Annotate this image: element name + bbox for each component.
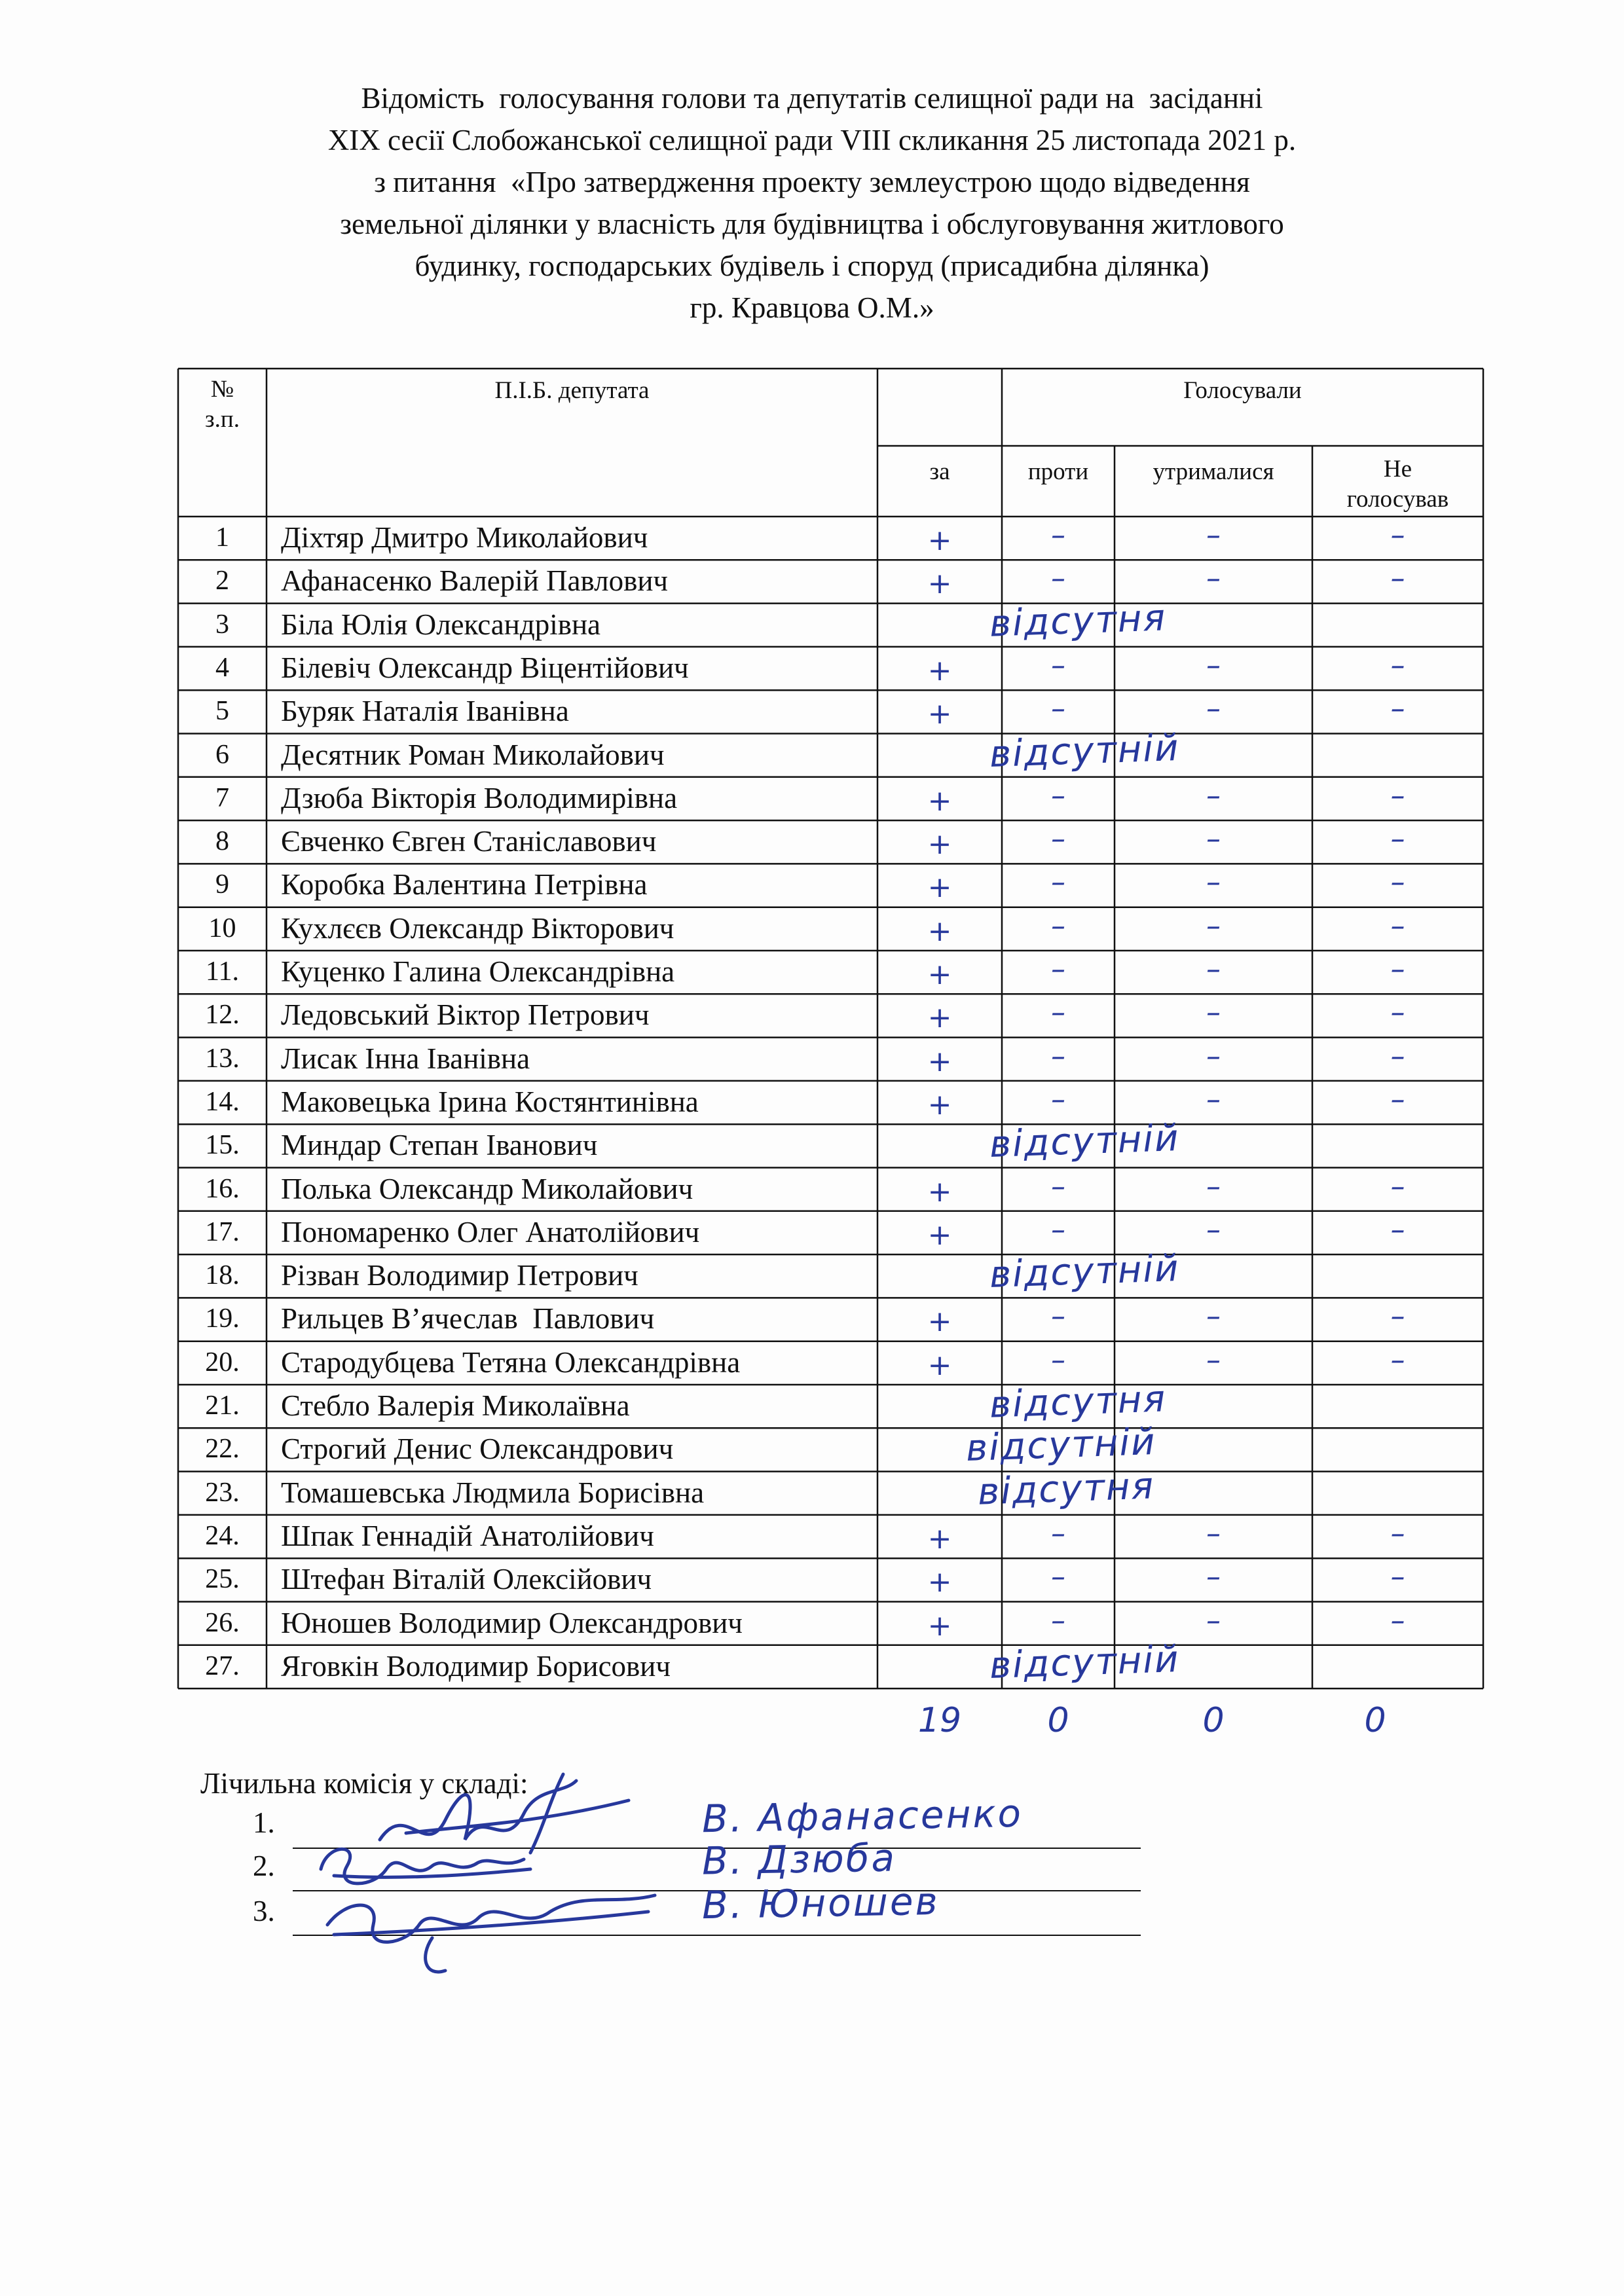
voting-table — [178, 369, 1483, 1688]
absent-note: відсутня — [988, 1377, 1168, 1427]
deputy-name: Томашевська Людмила Борисівна — [281, 1476, 705, 1509]
deputy-name: Десятник Роман Миколайович — [281, 738, 665, 771]
vote-mark-for: + — [927, 828, 952, 862]
deputy-name: Євченко Євген Станіславович — [281, 825, 657, 858]
deputy-name: Біла Юлія Олександрівна — [281, 608, 601, 641]
deputy-name: Пономаренко Олег Анатолійович — [281, 1215, 700, 1248]
absent-note: відсутня — [988, 596, 1168, 646]
vote-mark-not-voted: – — [1390, 996, 1405, 1030]
deputy-name: Штефан Віталій Олексійович — [281, 1563, 652, 1596]
deputy-name: Лисак Інна Іванівна — [281, 1042, 530, 1075]
deputy-name: Білевіч Олександр Віцентійович — [281, 651, 689, 684]
deputy-name: Кухлєєв Олександр Вікторович — [281, 911, 674, 945]
row-number: 13. — [205, 1043, 240, 1074]
row-number: 27. — [205, 1650, 240, 1681]
row-number: 9 — [215, 869, 229, 900]
deputy-name: Шпак Геннадій Анатолійович — [281, 1519, 654, 1552]
vote-mark-for: + — [927, 653, 952, 687]
title-line-3: з питання «Про затвердження проекту землеустрою щодо відведення — [374, 166, 1250, 198]
deputy-name: Яговкін Володимир Борисович — [281, 1649, 671, 1683]
header-voted: Голосували — [1183, 377, 1302, 404]
vote-mark-for: + — [927, 524, 952, 557]
title-line-1: Відомість голосування голови та депутатів селищної ради на засіданні — [361, 82, 1263, 115]
title-line-6: гр. Кравцова О.М.» — [690, 291, 934, 324]
header-for: за — [929, 458, 950, 485]
row-number: 5 — [215, 696, 229, 727]
vote-mark-against: – — [1051, 519, 1065, 552]
vote-mark-not-voted: – — [1390, 1039, 1405, 1073]
vote-mark-for: + — [927, 1609, 952, 1643]
absent-note: відсутня — [976, 1464, 1156, 1514]
member-name-1: В. Афанасенко — [701, 1791, 1024, 1842]
vote-mark-not-voted: – — [1390, 778, 1405, 812]
row-number: 4 — [215, 652, 229, 683]
vote-mark-not-voted: – — [1390, 562, 1405, 596]
vote-mark-not-voted: – — [1390, 1212, 1405, 1247]
absent-note: відсутній — [965, 1421, 1157, 1470]
vote-mark-abstained: – — [1206, 648, 1221, 682]
row-number: 22. — [205, 1434, 240, 1465]
vote-mark-against: – — [1051, 692, 1065, 726]
vote-mark-against: – — [1051, 953, 1065, 986]
vote-mark-not-voted: – — [1390, 1082, 1405, 1116]
vote-mark-for: + — [927, 1087, 952, 1121]
row-number: 23. — [205, 1477, 240, 1508]
vote-mark-against: – — [1051, 909, 1065, 943]
row-number: 11. — [206, 957, 239, 987]
deputy-name: Строгий Денис Олександрович — [281, 1432, 674, 1466]
row-number: 24. — [205, 1520, 240, 1551]
vote-mark-abstained: – — [1206, 1039, 1221, 1073]
vote-mark-not-voted: – — [1390, 1560, 1405, 1594]
header-abstained: утрималися — [1153, 458, 1274, 485]
vote-mark-not-voted: – — [1390, 909, 1405, 943]
row-number: 15. — [205, 1130, 240, 1161]
deputy-name: Стародубцева Тетяна Олександрівна — [281, 1345, 741, 1379]
vote-mark-not-voted: – — [1390, 648, 1405, 682]
row-number: 6 — [215, 739, 229, 770]
vote-mark-not-voted: – — [1390, 866, 1405, 900]
vote-mark-for: + — [927, 567, 952, 601]
row-number: 20. — [205, 1347, 240, 1377]
member-number-3: 3. — [253, 1895, 275, 1927]
vote-mark-not-voted: – — [1390, 1343, 1405, 1377]
total-not-voted: 0 — [1364, 1701, 1386, 1740]
vote-mark-against: – — [1051, 1039, 1065, 1073]
signature-3 — [308, 1872, 674, 1984]
vote-mark-abstained: – — [1206, 1212, 1221, 1247]
vote-mark-for: + — [927, 1522, 952, 1556]
vote-mark-against: – — [1051, 822, 1065, 856]
vote-mark-abstained: – — [1206, 778, 1221, 812]
row-number: 21. — [205, 1391, 240, 1421]
member-name-3: В. Юношев — [701, 1878, 940, 1928]
absent-note: відсутній — [988, 1247, 1181, 1297]
vote-mark-for: + — [927, 1305, 952, 1339]
vote-mark-against: – — [1051, 1212, 1065, 1247]
title-line-4: земельної ділянки у власність для будівництва і обслуговування житлового — [340, 208, 1284, 240]
absent-note: відсутній — [988, 1637, 1181, 1687]
vote-mark-against: – — [1051, 648, 1065, 682]
vote-mark-abstained: – — [1206, 692, 1221, 726]
deputy-name: Різван Володимир Петрович — [281, 1259, 638, 1292]
vote-mark-abstained: – — [1206, 1082, 1221, 1116]
deputy-name: Миндар Степан Іванович — [281, 1129, 598, 1162]
vote-mark-for: + — [927, 1348, 952, 1382]
deputy-name: Полька Олександр Миколайович — [281, 1172, 693, 1205]
vote-mark-for: + — [927, 958, 952, 991]
deputy-name: Дзюба Вікторія Володимирівна — [281, 781, 678, 814]
header-name: П.І.Б. депутата — [494, 377, 650, 404]
vote-mark-against: – — [1051, 1169, 1065, 1203]
vote-mark-abstained: – — [1206, 953, 1221, 986]
vote-mark-not-voted: – — [1390, 1603, 1405, 1637]
vote-mark-for: + — [927, 1218, 952, 1252]
title-line-5: будинку, господарських будівель і споруд (присадибна ділянка) — [415, 249, 1209, 282]
deputy-name: Діхтяр Дмитро Миколайович — [281, 521, 648, 554]
title-line-2: XIX сесії Слобожанської селищної ради VIII скликання 25 листопада 2021 р. — [327, 124, 1297, 156]
vote-mark-not-voted: – — [1390, 822, 1405, 856]
vote-mark-abstained: – — [1206, 1169, 1221, 1203]
header-not-voted: Не — [1383, 456, 1412, 483]
vote-mark-abstained: – — [1206, 562, 1221, 596]
vote-mark-against: – — [1051, 1300, 1065, 1334]
vote-mark-abstained: – — [1206, 822, 1221, 856]
deputy-name: Маковецька Ірина Костянтинівна — [281, 1085, 699, 1118]
header-num-sub: з.п. — [205, 406, 240, 433]
deputy-name: Куценко Галина Олександрівна — [281, 955, 675, 988]
deputy-name: Афанасенко Валерій Павлович — [281, 564, 669, 598]
header-not-voted-sub: голосував — [1346, 486, 1449, 513]
vote-mark-abstained: – — [1206, 1603, 1221, 1637]
row-number: 7 — [215, 782, 229, 813]
vote-mark-abstained: – — [1206, 1560, 1221, 1594]
vote-mark-for: + — [927, 1565, 952, 1599]
vote-mark-against: – — [1051, 1603, 1065, 1637]
vote-mark-for: + — [927, 1175, 952, 1209]
member-number-2: 2. — [253, 1850, 275, 1882]
row-number: 2 — [215, 566, 229, 596]
total-abstained: 0 — [1202, 1701, 1225, 1740]
vote-mark-not-voted: – — [1390, 1169, 1405, 1203]
header-num: № — [210, 376, 234, 403]
vote-mark-abstained: – — [1206, 1300, 1221, 1334]
vote-mark-against: – — [1051, 1343, 1065, 1377]
vote-mark-against: – — [1051, 996, 1065, 1030]
vote-mark-for: + — [927, 871, 952, 905]
commission-label: Лічильна комісія у складі: — [200, 1767, 528, 1800]
vote-mark-abstained: – — [1206, 519, 1221, 552]
row-number: 10 — [208, 913, 236, 943]
deputy-name: Рильцев В’ячеслав Павлович — [281, 1302, 655, 1336]
vote-mark-not-voted: – — [1390, 1300, 1405, 1334]
vote-mark-abstained: – — [1206, 909, 1221, 943]
document-title — [0, 77, 1624, 329]
row-number: 8 — [215, 826, 229, 857]
vote-mark-for: + — [927, 1001, 952, 1035]
vote-mark-not-voted: – — [1390, 519, 1405, 552]
vote-mark-not-voted: – — [1390, 692, 1405, 726]
vote-mark-abstained: – — [1206, 866, 1221, 900]
vote-mark-against: – — [1051, 562, 1065, 596]
vote-mark-not-voted: – — [1390, 953, 1405, 986]
member-number-1: 1. — [253, 1806, 275, 1839]
deputy-name: Стебло Валерія Миколаївна — [281, 1389, 630, 1422]
deputy-name: Ледовський Віктор Петрович — [281, 998, 650, 1032]
vote-mark-for: + — [927, 914, 952, 948]
total-for: 19 — [917, 1701, 962, 1740]
vote-mark-against: – — [1051, 778, 1065, 812]
vote-mark-not-voted: – — [1390, 1516, 1405, 1550]
header-against: проти — [1027, 458, 1089, 485]
vote-mark-for: + — [927, 1044, 952, 1078]
vote-mark-for: + — [927, 784, 952, 818]
row-number: 26. — [205, 1607, 240, 1638]
row-number: 19. — [205, 1303, 240, 1334]
total-against: 0 — [1047, 1701, 1069, 1740]
absent-note: відсутній — [988, 1117, 1181, 1167]
row-number: 12. — [205, 1000, 240, 1030]
vote-mark-abstained: – — [1206, 1343, 1221, 1377]
vote-mark-against: – — [1051, 1560, 1065, 1594]
row-number: 25. — [205, 1564, 240, 1595]
deputy-name: Коробка Валентина Петрівна — [281, 868, 648, 902]
row-number: 14. — [205, 1086, 240, 1117]
row-number: 3 — [215, 609, 229, 640]
row-number: 17. — [205, 1216, 240, 1247]
row-number: 18. — [205, 1260, 240, 1291]
vote-mark-abstained: – — [1206, 996, 1221, 1030]
row-number: 1 — [215, 522, 229, 553]
row-number: 16. — [205, 1173, 240, 1204]
vote-mark-for: + — [927, 697, 952, 731]
vote-mark-against: – — [1051, 1082, 1065, 1116]
vote-mark-abstained: – — [1206, 1516, 1221, 1550]
member-name-2: В. Дзюба — [701, 1835, 897, 1884]
vote-mark-against: – — [1051, 1516, 1065, 1550]
deputy-name: Буряк Наталія Іванівна — [281, 695, 569, 728]
absent-note: відсутній — [988, 726, 1181, 776]
vote-mark-against: – — [1051, 866, 1065, 900]
deputy-name: Юношев Володимир Олександрович — [281, 1606, 743, 1639]
